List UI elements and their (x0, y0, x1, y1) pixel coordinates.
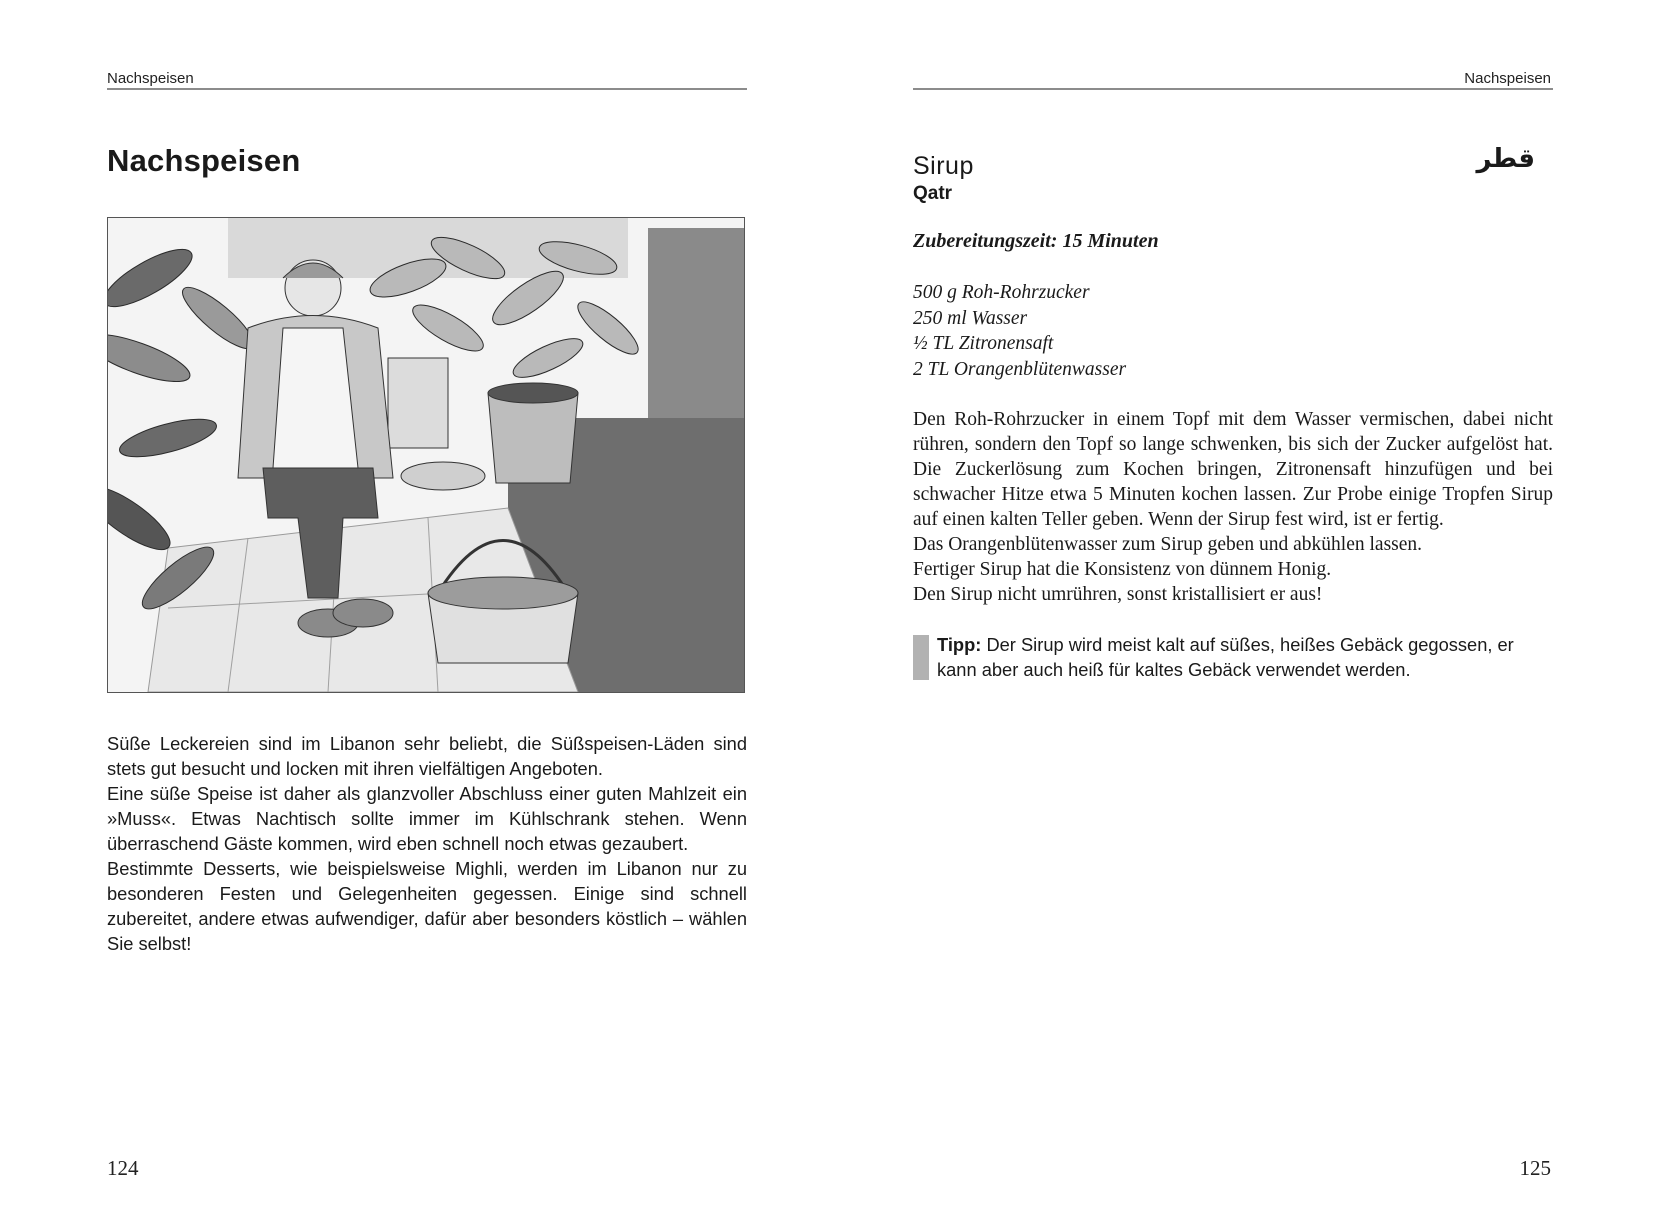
page-number: 124 (107, 1156, 139, 1180)
arabic-title: قطر (1476, 144, 1535, 174)
running-head: Nachspeisen (107, 70, 194, 87)
tip-bar (913, 635, 929, 680)
ingredient-item: ½ TL Zitronensaft (913, 333, 1054, 354)
recipe-title: Sirup (913, 152, 974, 180)
header-rule (913, 88, 1553, 90)
intro-text (107, 731, 747, 956)
ingredient-item: 2 TL Orangenblütenwasser (913, 358, 1127, 380)
tip-body: Der Sirup wird meist kalt auf süßes, heißes Gebäck gegossen, er kann aber auch heiß für kaltes Gebäck verwendet werden. (937, 634, 1514, 680)
prep-time: Zubereitungszeit: 15 Minuten (913, 230, 1159, 252)
intro-paragraph: Süße Leckereien sind im Libanon sehr beliebt, die Süßspeisen-Läden sind stets gut besucht und locken mit ihren vielfältigen Angeboten. (107, 733, 747, 779)
ingredient-item: 500 g Roh-Rohrzucker (913, 282, 1090, 303)
intro-paragraph: Bestimmte Desserts, wie beispielsweise Mighli, werden im Libanon nur zu besonderen Festen und Gelegenheiten gegessen. Einige sind schnell zubereitet, andere etwas aufwendiger, dafür aber besonders köstlich – wählen Sie selbst! (107, 858, 747, 954)
method-paragraph: Das Orangenblütenwasser zum Sirup geben und abkühlen lassen. (913, 534, 1423, 555)
method-paragraph: Den Sirup nicht umrühren, sonst kristallisiert er aus! (913, 584, 1323, 605)
method-text (913, 407, 1553, 607)
illustration-drawing (108, 218, 744, 692)
page-number: 125 (1519, 1156, 1551, 1180)
chapter-title: Nachspeisen (107, 143, 301, 178)
intro-paragraph: Eine süße Speise ist daher als glanzvoller Abschluss einer guten Mahlzeit ein »Muss«. Etwas Nachtisch sollte immer im Kühlschrank stehen. Wenn überraschend Gäste kommen, wird eben schnell noch etwas gezaubert. (107, 783, 747, 854)
method-paragraph: Den Roh-Rohrzucker in einem Topf mit dem Wasser vermischen, dabei nicht rühren, sondern den Topf so lange schwenken, bis sich der Zucker aufgelöst hat. Die Zuckerlösung zum Kochen bringen, Zitronensaft hinzufügen und bei schwacher Hitze etwa 5 Minuten kochen lassen. Zur Probe einige Tropfen Sirup auf einen kalten Teller geben. Wenn der Sirup fest wird, ist er fertig. (913, 409, 1553, 530)
tip-box (913, 632, 1553, 682)
tip-text (937, 632, 1553, 682)
ingredient-item: 250 ml Wasser (913, 307, 1028, 329)
right-page (827, 0, 1654, 1228)
recipe-subtitle: Qatr (913, 183, 953, 204)
running-head: Nachspeisen (1464, 70, 1551, 87)
tip-label: Tipp: (937, 634, 982, 655)
illustration (107, 217, 745, 693)
header-rule (107, 88, 747, 90)
ingredient-list (913, 280, 1126, 382)
method-paragraph: Fertiger Sirup hat die Konsistenz von dünnem Honig. (913, 559, 1332, 580)
